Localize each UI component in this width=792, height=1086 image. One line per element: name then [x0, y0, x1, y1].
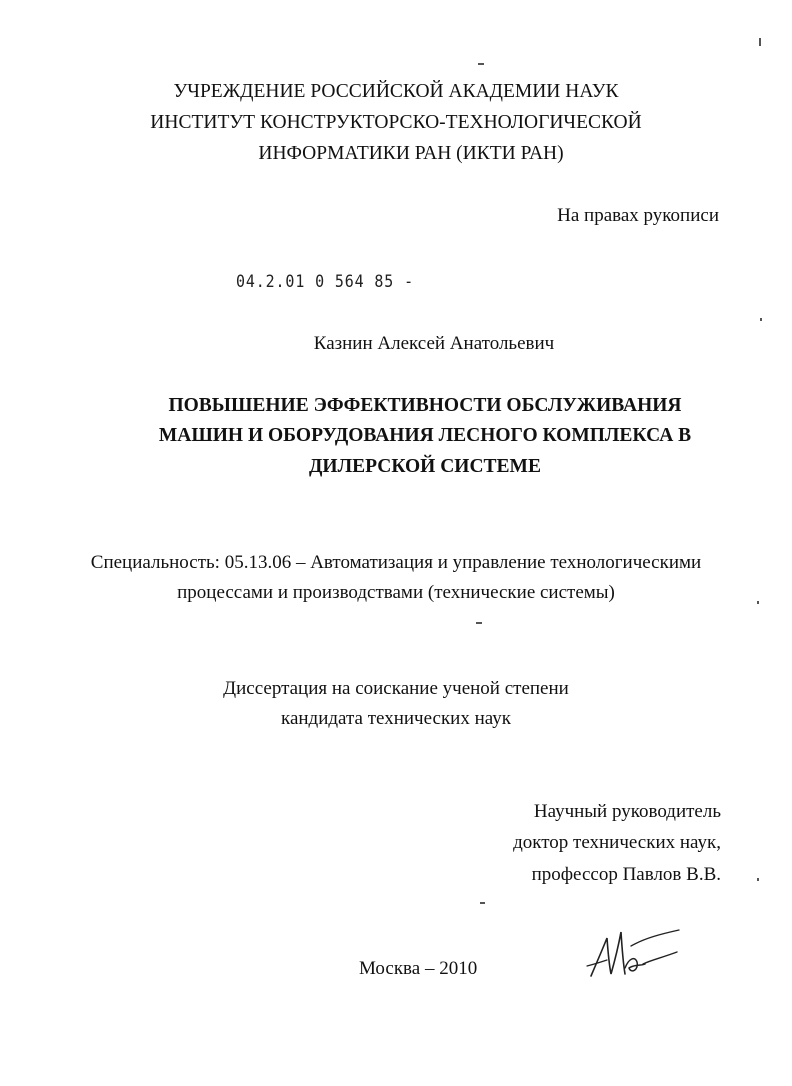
scan-mark: [476, 622, 482, 624]
rights-note: На правах рукописи: [557, 205, 719, 226]
scan-mark: [759, 38, 761, 46]
institution-line-2: ИНСТИТУТ КОНСТРУКТОРСКО-ТЕХНОЛОГИЧЕСКОЙ: [150, 112, 642, 133]
place-year: Москва – 2010: [359, 958, 478, 979]
scan-mark: [478, 63, 484, 65]
degree-line-1: Диссертация на соискание ученой степени: [223, 678, 569, 699]
scan-mark: [480, 902, 485, 904]
supervisor-degree: доктор технических наук,: [513, 832, 721, 853]
title-line-2: МАШИН И ОБОРУДОВАНИЯ ЛЕСНОГО КОМПЛЕКСА В: [158, 425, 692, 446]
scan-mark: [760, 318, 762, 321]
supervisor-name: профессор Павлов В.В.: [531, 864, 721, 885]
title-line-3: ДИЛЕРСКОЙ СИСТЕМЕ: [309, 456, 541, 477]
author-name: Казнин Алексей Анатольевич: [313, 333, 555, 354]
title-line-1: ПОВЫШЕНИЕ ЭФФЕКТИВНОСТИ ОБСЛУЖИВАНИЯ: [168, 395, 682, 416]
degree-line-2: кандидата технических наук: [281, 708, 511, 729]
registration-stamp-number: 04.2.01 0 564 85 -: [236, 272, 414, 292]
institution-line-1: УЧРЕЖДЕНИЕ РОССИЙСКОЙ АКАДЕМИИ НАУК: [173, 81, 619, 102]
signature-image: [585, 918, 685, 988]
institution-line-3: ИНФОРМАТИКИ РАН (ИКТИ РАН): [258, 143, 564, 164]
specialty-line-1: Специальность: 05.13.06 – Автоматизация и управление технологическими: [90, 552, 702, 573]
specialty-line-2: процессами и производствами (технические системы): [177, 582, 615, 603]
supervisor-title: Научный руководитель: [533, 801, 721, 822]
scan-mark: [757, 878, 759, 881]
